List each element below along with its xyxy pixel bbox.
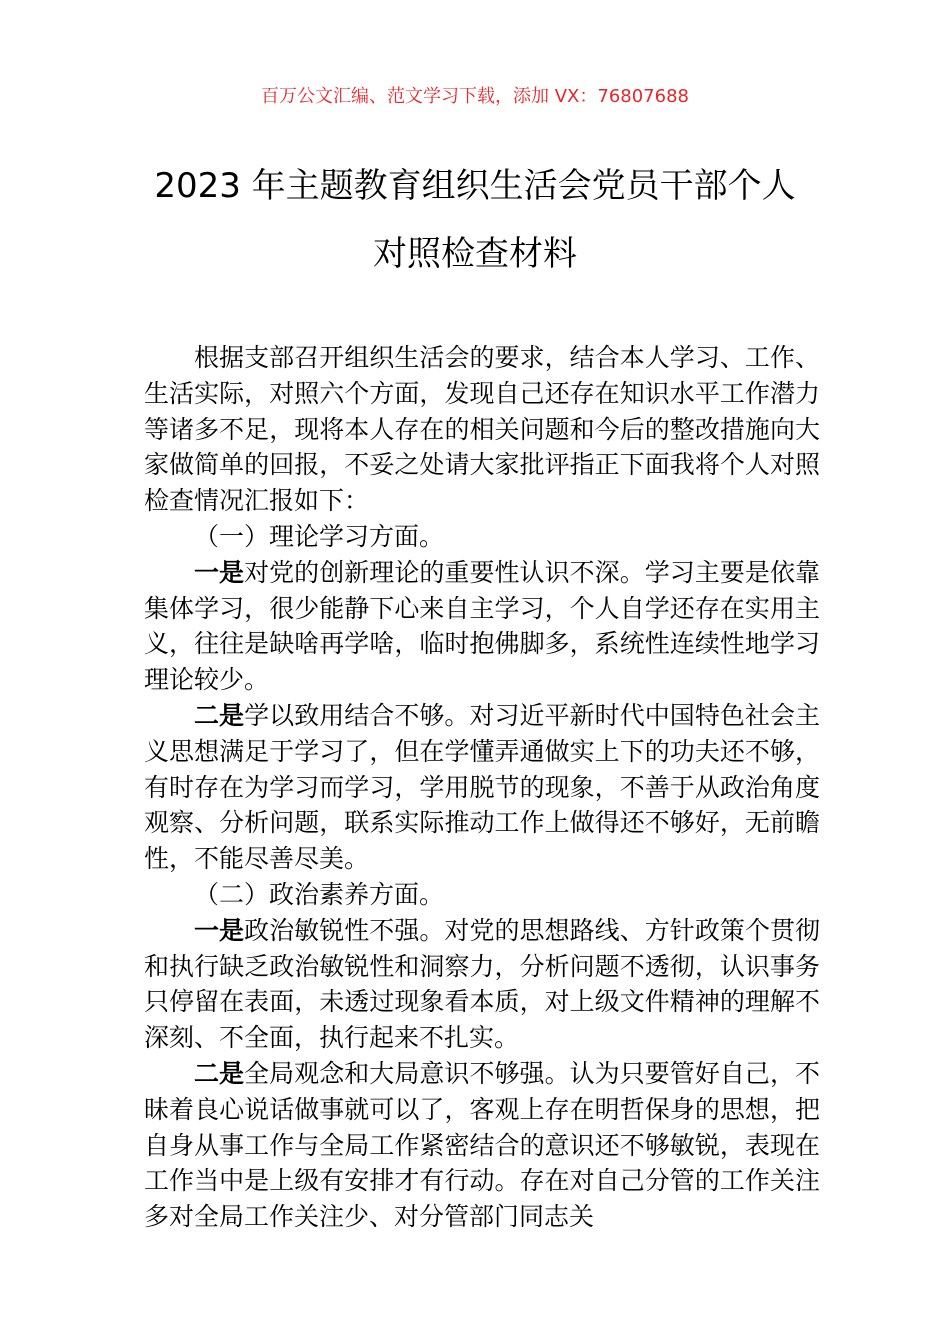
paragraph-text: 对党的创新理论的重要性认识不深。学习主要是依靠集体学习，很少能静下心来自主学习，个人自学还存在实用主义，往往是缺啥再学啥，临时抱佛脚多，系统性连续性地学习理论较少。 — [144, 557, 820, 695]
title-line-2: 对照检查材料 — [373, 234, 577, 274]
paragraph-lead: 二是 — [194, 700, 245, 730]
paragraph-theory-2 — [144, 698, 820, 877]
paragraph-lead: 一是 — [194, 557, 245, 587]
section-heading-politics — [144, 877, 820, 913]
paragraph-text: 根据支部召开组织生活会的要求，结合本人学习、工作、生活实际，对照六个方面，发现自己还存在知识水平工作潜力等诸多不足，现将本人存在的相关问题和今后的整改措施向大家做简单的回报，不妥之处请大家批评指正下面我将个人对照检查情况汇报如下： — [144, 343, 820, 516]
title-line-1: 2023 年主题教育组织生活会党员干部个人 — [154, 166, 796, 206]
paragraph-text: 政治敏锐性不强。对党的思想路线、方针政策个贯彻和执行缺乏政治敏锐性和洞察力，分析问题不透彻，认识事务只停留在表面，未透过现象看本质，对上级文件精神的理解不深刻、不全面，执行起来不扎实。 — [144, 915, 820, 1053]
watermark-text: 百万公文汇编、范文学习下载，添加 VX：76807688 — [261, 86, 689, 107]
paragraph-text: 学以致用结合不够。对习近平新时代中国特色社会主义思想满足于学习了，但在学懂弄通做实上下的功夫还不够，有时存在为学习而学习，学用脱节的现象，不善于从政治角度观察、分析问题，联系实际推动工作上做得还不够好，无前瞻性，不能尽善尽美。 — [144, 700, 820, 874]
paragraph-politics-1 — [144, 913, 820, 1056]
section-heading-theory — [144, 519, 820, 555]
paragraph-politics-2 — [144, 1056, 820, 1235]
paragraph-text: 全局观念和大局意识不够强。认为只要管好自己，不昧着良心说话做事就可以了，客观上存在明哲保身的思想，把自身从事工作与全局工作紧密结合的意识还不够敏锐，表现在工作当中是上级有安排才有行动。存在对自己分管的工作关注多对全局工作关注少、对分管部门同志关 — [144, 1058, 820, 1232]
document-title — [110, 152, 840, 288]
paragraph-lead: 二是 — [194, 1058, 245, 1088]
paragraph-intro — [144, 340, 820, 519]
paragraph-text: （二）政治素养方面。 — [194, 879, 445, 909]
paragraph-text: （一）理论学习方面。 — [194, 521, 445, 551]
paragraph-theory-1 — [144, 555, 820, 698]
paragraph-lead: 一是 — [194, 915, 245, 945]
document-body — [144, 340, 820, 1235]
